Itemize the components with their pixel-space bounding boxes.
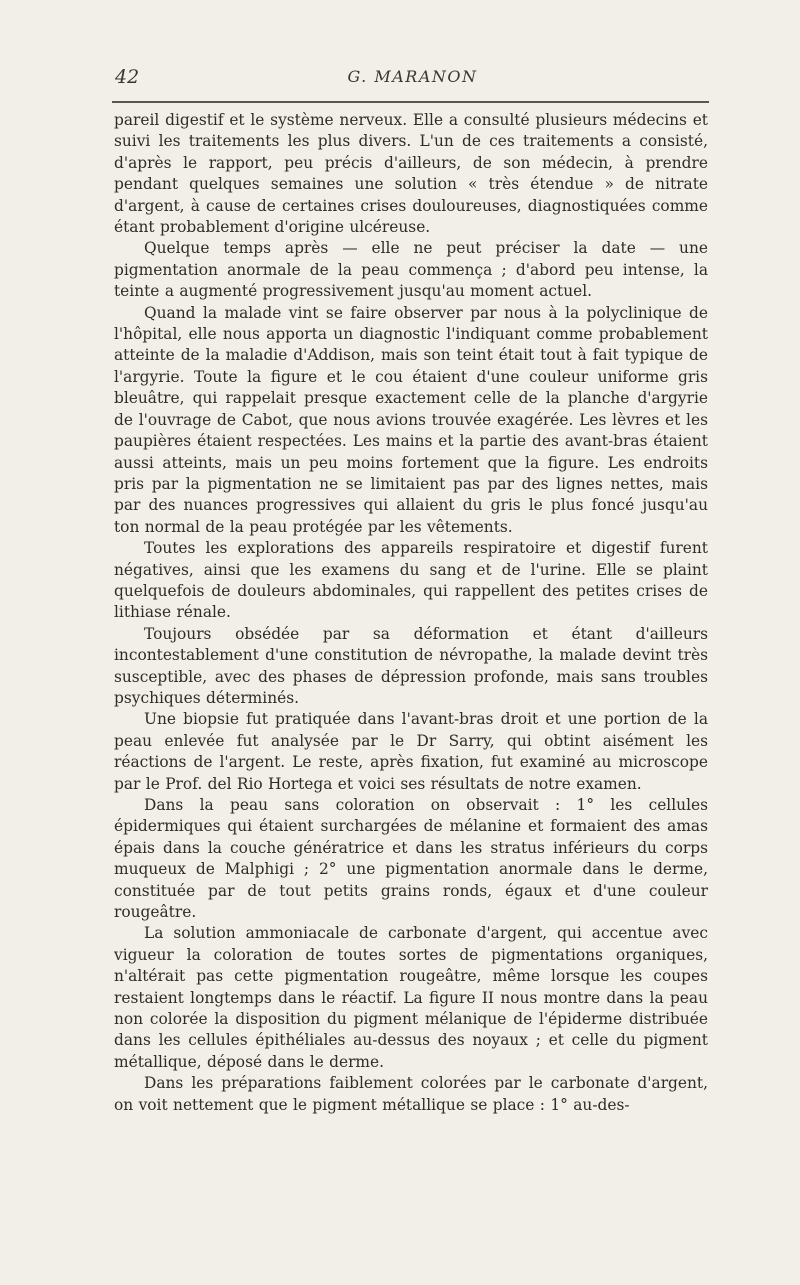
paragraph: Quelque temps après — elle ne peut préciser la date — une pigmentation anormale de la peau commença ; d'abord peu intense, la teinte a augmenté progressivement jusqu'au moment actuel. <box>114 239 708 301</box>
page-number: 42 <box>115 66 140 88</box>
header-rule <box>112 101 709 103</box>
running-title: G. MARANON <box>347 67 478 86</box>
paragraph: Quand la malade vint se faire observer par nous à la polyclinique de l'hôpital, elle nous apporta un diagnostic l'indiquant comme probablement atteinte de la maladie d'Addison, mais son teint était tout à fait typique de l'argyrie. Toute la figure et le cou étaient d'une couleur uniforme gris bleuâtre, qui rappelait presque exactement celle de la planche d'argyrie de l'ouvrage de Cabot, que nous avions trouvée exagérée. Les lèvres et les paupières étaient respectées. Les mains et la partie des avant-bras étaient aussi atteints, mais un peu moins fortement que la figure. Les endroits pris par la pigmentation ne se limitaient pas par des lignes nettes, mais par des nuances progressives qui allaient du gris le plus foncé jusqu'au ton normal de la peau protégée par les vêtements. <box>114 303 708 536</box>
paragraph: La solution ammoniacale de carbonate d'argent, qui accentue avec vigueur la coloration de toutes sortes de pigmentations organiques, n'altérait pas cette pigmentation rougeâtre, même lorsque les coupes restaient longtemps dans le réactif. La figure II nous montre dans la peau non colorée la disposition du pigment mélanique de l'épiderme distribuée dans les cellules épithéliales au-dessus des noyaux ; et celle du pigment métallique, déposé dans le derme. <box>114 924 708 1071</box>
paragraph: Une biopsie fut pratiquée dans l'avant-bras droit et une portion de la peau enlevée fut analysée par le Dr Sarry, qui obtint aisément les réactions de l'argent. Le reste, après fixation, fut examiné au microscope par le Prof. del Rio Hortega et voici ses résultats de notre examen. <box>114 710 708 793</box>
paragraph: Toujours obsédée par sa déformation et étant d'ailleurs incontestablement d'une constitution de névropathe, la malade devint très susceptible, avec des phases de dépression profonde, mais sans troubles psychiques déterminés. <box>114 624 708 707</box>
paragraph: Toutes les explorations des appareils respiratoire et digestif furent négatives, ainsi que les examens du sang et de l'urine. Elle se plaint quelquefois de douleurs abdominales, qui rappellent des petites crises de lithiase rénale. <box>114 539 708 622</box>
page-header <box>115 66 710 94</box>
paragraph: Dans les préparations faiblement colorées par le carbonate d'argent, on voit nettement que le pigment métallique se place : 1° au-des- <box>114 1074 708 1114</box>
body-text <box>114 110 708 1116</box>
paragraph-continued: pareil digestif et le système nerveux. Elle a consulté plusieurs médecins et suivi les traitements les plus divers. L'un de ces traitements a consisté, d'après le rapport, peu précis d'ailleurs, de son médecin, à prendre pendant quelques semaines une solution « très étendue » de nitrate d'argent, à cause de certaines crises douloureuses, diagnostiquées comme étant probablement d'origine ulcéreuse. <box>114 111 708 237</box>
paragraph: Dans la peau sans coloration on observait : 1° les cellules épidermiques qui étaient surchargées de mélanine et formaient des amas épais dans la couche génératrice et dans les stratus inférieurs du corps muqueux de Malphigi ; 2° une pigmentation anormale dans le derme, constituée par de tout petits grains ronds, égaux et d'une couleur rougeâtre. <box>114 796 708 922</box>
